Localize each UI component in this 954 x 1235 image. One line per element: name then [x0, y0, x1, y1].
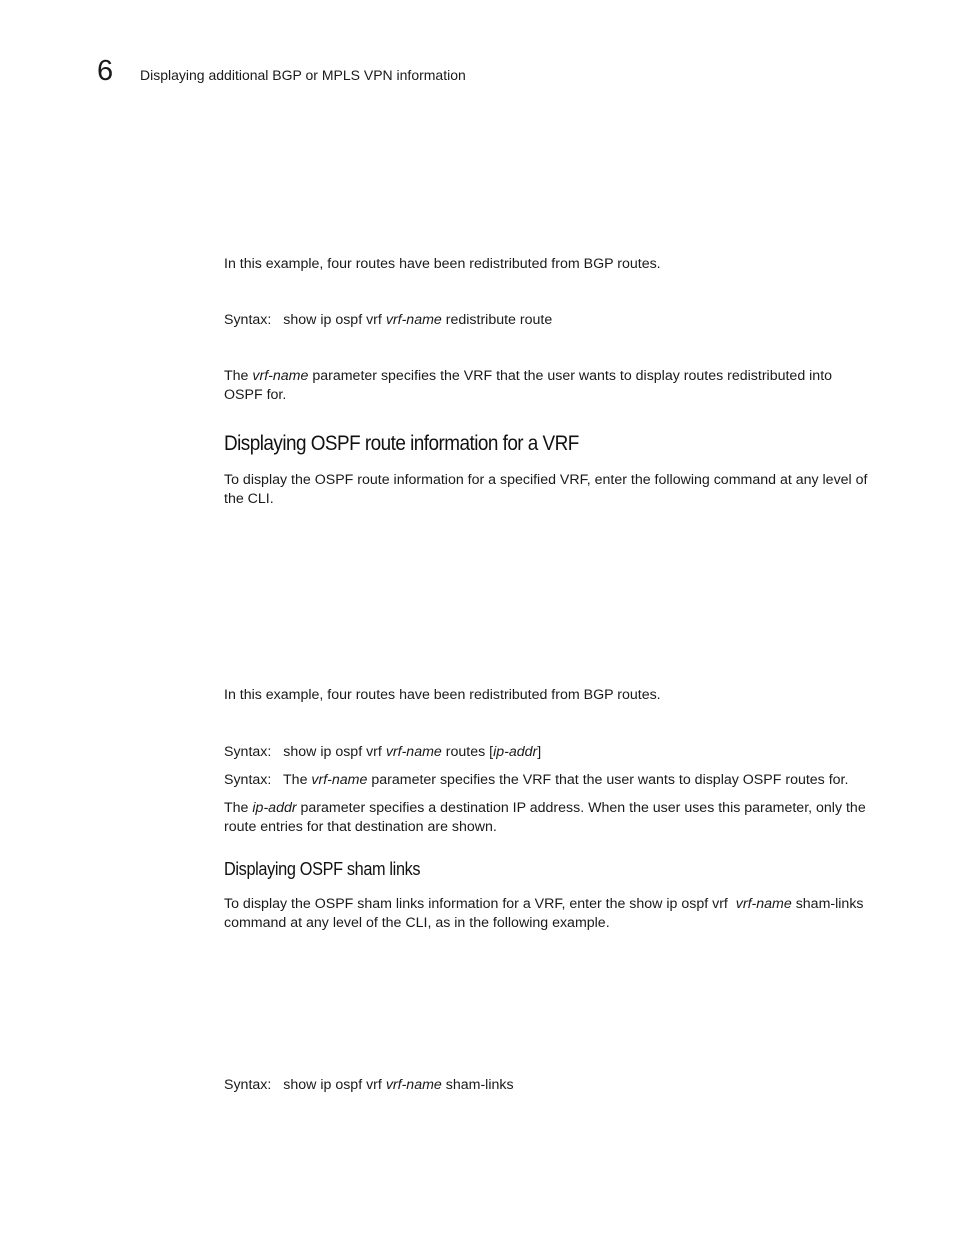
- syntax-redistribute-route: [224, 311, 874, 330]
- desc-lead: The: [283, 772, 308, 788]
- intro-param: vrf-name: [735, 896, 792, 912]
- desc-param: vrf-name: [311, 772, 368, 788]
- syntax-command-suffix: sham-links: [445, 1077, 514, 1093]
- section-intro-text: To display the OSPF route information for a specified VRF, enter the following command at any level of the CLI.: [224, 472, 868, 507]
- syntax-command-middle: routes [: [445, 744, 494, 760]
- section-intro: [224, 471, 874, 508]
- syntax-label: Syntax:: [224, 1077, 272, 1093]
- syntax-sham-links: [224, 1076, 874, 1095]
- desc-text: parameter specifies the VRF that the user wants to display routes redistributed into OSPF for.: [224, 368, 833, 403]
- running-head-title: Displaying additional BGP or MPLS VPN information: [140, 67, 466, 83]
- desc-param: vrf-name: [252, 368, 309, 384]
- desc-param: ip-addr: [252, 800, 297, 816]
- example-note-text: In this example, four routes have been redistributed from BGP routes.: [224, 687, 661, 703]
- desc-lead: The: [224, 368, 249, 384]
- chapter-number: 6: [97, 55, 114, 87]
- syntax-command: show ip ospf vrf: [283, 312, 382, 328]
- syntax-param: vrf-name: [385, 744, 442, 760]
- syntax-param-ip: ip-addr: [493, 744, 538, 760]
- syntax-label: Syntax:: [224, 312, 272, 328]
- section-heading-ospf-route-info: Displaying OSPF route information for a VRF: [224, 431, 579, 455]
- vrf-name-param-description: [224, 367, 874, 404]
- example-note: [224, 255, 874, 274]
- syntax-param: vrf-name: [385, 1077, 442, 1093]
- desc-lead: The: [224, 800, 249, 816]
- syntax-param: vrf-name: [385, 312, 442, 328]
- desc-text: parameter specifies a destination IP address. When the user uses this parameter, only the route entries for that destination are shown.: [224, 800, 866, 835]
- example-note-text: In this example, four routes have been redistributed from BGP routes.: [224, 256, 661, 272]
- syntax-label: Syntax:: [224, 772, 272, 788]
- syntax-label: Syntax:: [224, 744, 272, 760]
- syntax-command: show ip ospf vrf: [283, 744, 382, 760]
- sham-links-intro: [224, 895, 874, 932]
- syntax-vrf-name-description: [224, 771, 874, 790]
- ip-addr-param-description: [224, 799, 874, 836]
- desc-text: parameter specifies the VRF that the user wants to display OSPF routes for.: [371, 772, 849, 788]
- example-note: [224, 686, 874, 705]
- syntax-command-suffix: redistribute route: [445, 312, 553, 328]
- syntax-command-suffix: ]: [537, 744, 542, 760]
- syntax-routes: [224, 743, 874, 762]
- section-heading-sham-links: Displaying OSPF sham links: [224, 858, 421, 879]
- syntax-command: show ip ospf vrf: [283, 1077, 382, 1093]
- intro-text-post: sham-links command at any level of the CLI, as in the following example.: [224, 896, 864, 931]
- intro-text-pre: To display the OSPF sham links information for a VRF, enter the show ip ospf vrf: [224, 896, 728, 912]
